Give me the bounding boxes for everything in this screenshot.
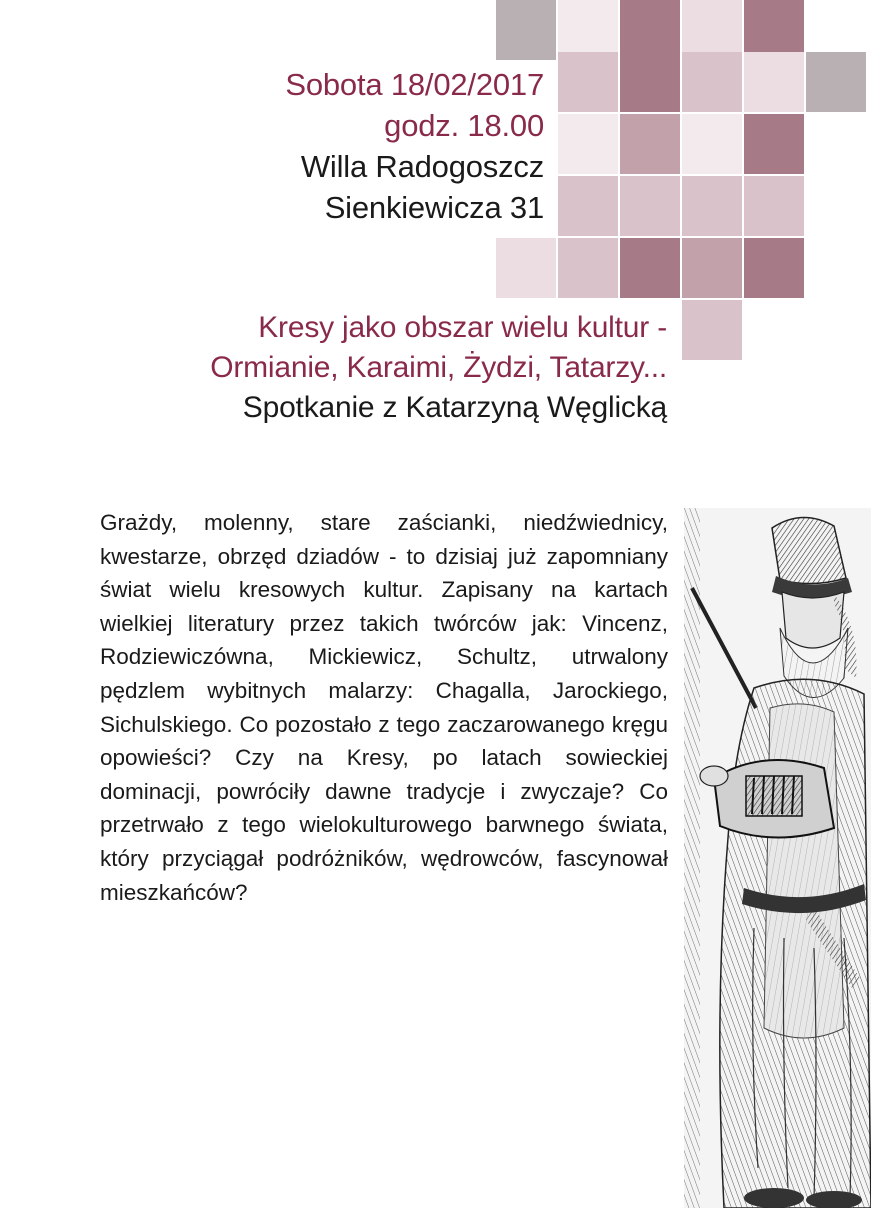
talk-title-block <box>210 308 667 428</box>
event-description: Grażdy, molenny, stare zaścianki, niedźwiednicy, kwestarze, obrzęd dziadów - to dzisiaj już zapomniany świat wielu kresowych kultur. Zapisany na kartach wielkiej literatury przez takich twórców jak: Vincenz, Rodziewiczówna, Mickiewicz, Schultz, utrwalony pędzlem wybitnych malarzy: Chagalla, Jarockiego, Sichulskiego. Co pozostało z tego zaczarowanego kręgu opowieści? Czy na Kresy, po latach sowieckiej dominacji, powróciły dawne tradycje i zwyczaje? Co przetrwało z tego wielokulturowego barwnego świata, który przyciągał podróżników, wędrowców, fascynował mieszkańców? <box>100 510 668 905</box>
event-details <box>285 64 544 228</box>
mosaic-tile <box>620 176 680 236</box>
mosaic-tile <box>558 52 618 112</box>
mosaic-tile <box>682 300 742 360</box>
talk-speaker: Spotkanie z Katarzyną Węglicką <box>242 391 667 424</box>
mosaic-tile <box>682 52 742 112</box>
hurdy-gurdy-player-icon <box>684 508 871 1208</box>
mosaic-tile <box>620 238 680 298</box>
mosaic-tile <box>744 114 804 174</box>
event-date: Sobota 18/02/2017 <box>285 67 544 102</box>
mosaic-tile <box>620 0 680 60</box>
talk-title-line-1: Kresy jako obszar wielu kultur - <box>258 311 667 344</box>
mosaic-tile <box>558 114 618 174</box>
mosaic-tile <box>744 238 804 298</box>
mosaic-tile <box>620 114 680 174</box>
mosaic-tile <box>682 0 742 60</box>
mosaic-tile <box>744 176 804 236</box>
mosaic-tile <box>620 52 680 112</box>
mosaic-tile <box>744 0 804 60</box>
mosaic-tile <box>806 52 866 112</box>
mosaic-tile <box>496 0 556 60</box>
mosaic-tile <box>558 176 618 236</box>
mosaic-tile <box>558 0 618 60</box>
mosaic-tile <box>682 114 742 174</box>
mosaic-tile <box>744 52 804 112</box>
event-venue: Willa Radogoszcz <box>300 149 544 184</box>
mosaic-tile <box>682 176 742 236</box>
mosaic-tile <box>682 238 742 298</box>
event-address: Sienkiewicza 31 <box>324 190 544 225</box>
event-time: godz. 18.00 <box>384 108 544 143</box>
talk-title-line-2: Ormianie, Karaimi, Żydzi, Tatarzy... <box>210 351 667 384</box>
mosaic-tile <box>496 238 556 298</box>
mosaic-tile <box>558 238 618 298</box>
